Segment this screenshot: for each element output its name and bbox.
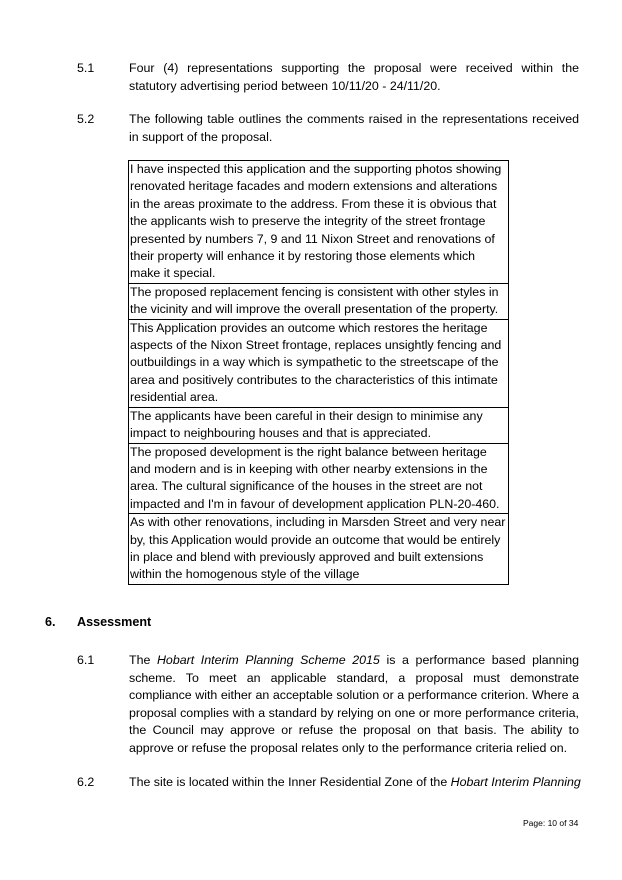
- section-title: Assessment: [77, 615, 152, 629]
- table-row: [129, 407, 509, 443]
- table-row: [129, 283, 509, 319]
- paragraph-text: The following table outlines the comments raised in the representations received in support of the proposal.: [129, 112, 579, 144]
- section-number: 6.: [45, 615, 56, 629]
- table-cell: This Application provides an outcome which restores the heritage aspects of the Nixon Street frontage, replaces unsightly fencing and outbuildings in a way which is sympathetic to the streetscape of the area and positively contributes to the characteristics of this intimate residential area.: [129, 319, 509, 407]
- table-cell: The applicants have been careful in their design to minimise any impact to neighbouring houses and that is appreciated.: [129, 407, 509, 443]
- table-row: [129, 161, 509, 284]
- text-segment: The site is located within the Inner Residential Zone of the: [129, 775, 451, 789]
- table-cell: The proposed development is the right balance between heritage and modern and is in keeping with other nearby extensions in the area. The cultural significance of the houses in the street are not impacted and I'm in favour of development application PLN-20-460.: [129, 443, 509, 514]
- table-cell: I have inspected this application and the supporting photos showing renovated heritage facades and modern extensions and alterations in the areas proximate to the address. From these it is obvious that the applicants wish to preserve the integrity of the street frontage presented by numbers 7, 9 and 11 Nixon Street and renovations of their property will enhance it by restoring those elements which make it special.: [129, 161, 509, 284]
- table-row: [129, 514, 509, 585]
- table-cell: As with other renovations, including in Marsden Street and very near by, this Application would provide an outcome that would be entirely in place and blend with previously approved and built extensions within the homogenous style of the village: [129, 514, 509, 585]
- paragraph-number: 6.2: [77, 775, 95, 789]
- paragraph-text: [129, 774, 589, 792]
- paragraph-text: [129, 652, 579, 757]
- paragraph-number: 6.1: [77, 653, 95, 667]
- paragraph-number: 5.2: [77, 112, 95, 126]
- scheme-name: Hobart Interim Planning: [450, 775, 581, 789]
- table-cell: The proposed replacement fencing is consistent with other styles in the vicinity and will improve the overall presentation of the property.: [129, 283, 509, 319]
- scheme-name: Hobart Interim Planning Scheme 2015: [156, 653, 380, 667]
- text-segment: is a performance based planning scheme. To meet an applicable standard, a proposal must demonstrate compliance with either an acceptable solution or a performance criterion. Where a proposal complies with a standard by relying on one or more performance criteria, the Council may approve or refuse the proposal on that basis. The ability to approve or refuse the proposal relates only to the performance criteria relied on.: [129, 653, 579, 755]
- table-row: [129, 319, 509, 407]
- paragraph-text: Four (4) representations supporting the proposal were received within the statutory advertising period between 10/11/20 - 24/11/20.: [129, 61, 579, 93]
- paragraph-number: 5.1: [77, 61, 95, 75]
- text-segment: The: [129, 653, 157, 667]
- table-row: [129, 443, 509, 514]
- page-number: Page: 10 of 34: [523, 818, 579, 828]
- representations-table: [128, 160, 509, 585]
